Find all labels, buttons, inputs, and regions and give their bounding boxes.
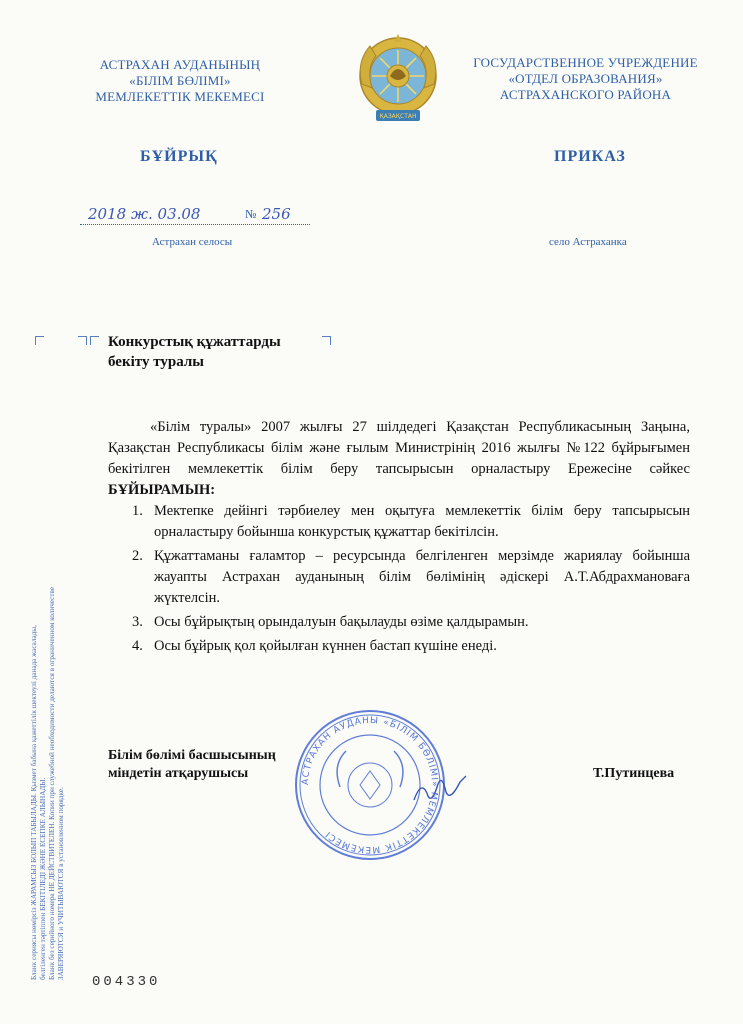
- bracket-left-2: [78, 336, 87, 345]
- order-item: [132, 636, 690, 657]
- bracket-left-3: [90, 336, 99, 345]
- header-left-line-1: АСТРАХАН АУДАНЫНЫҢ: [99, 57, 261, 72]
- header-left: [70, 57, 290, 105]
- emblem-ribbon-text: ҚАЗАҚСТАН: [379, 113, 417, 120]
- signature-position-line-1: Білім бөлімі басшысының: [108, 748, 276, 763]
- title-ru: ПРИКАЗ: [554, 148, 626, 165]
- state-emblem: [356, 32, 440, 128]
- header-right-line-3: АСТРАХАНСКОГО РАЙОНА: [499, 87, 672, 102]
- signature-position: [108, 747, 276, 783]
- side-note-line-3: Бланк без серийного номера НЕ ДЕЙСТВИТЕЛЕН. Копии при служебной необходимости делаются в ограниченном количестве: [48, 586, 56, 980]
- order-date-handwritten: 2018 ж. 03.08: [88, 205, 201, 223]
- order-item: [132, 546, 690, 609]
- order-body: [108, 417, 690, 657]
- order-item-text: Мектепке дейінгі тәрбиелеу мен оқытуға мемлекеттік білім беру тапсырысын орналастыру бойынша конкурстық құжаттар бекітілсін.: [154, 503, 690, 540]
- header-right-line-1: ГОСУДАРСТВЕННОЕ УЧРЕЖДЕНИЕ: [473, 55, 698, 70]
- order-preamble-text: «Білім туралы» 2007 жылғы 27 шілдедегі Қазақстан Республикасының Заңына, Қазақстан Республикасы білім және ғылым Министрінің 2016 жылғы №122 бұйрығымен бекітілген мемлекеттік білім беру тапсырысын орналастыру Ережесіне сәйкес: [108, 419, 690, 477]
- side-note: [30, 510, 66, 980]
- title-kz: БҰЙРЫҚ: [140, 148, 218, 165]
- order-item-text: Осы бұйрық қол қойылған күннен бастап күшіне енеді.: [154, 638, 497, 654]
- stamp-ring-text: АСТРАХАН АУДАНЫ «БІЛІМ БӨЛІМІ» МЕМЛЕКЕТТІК МЕКЕМЕСІ: [300, 715, 440, 855]
- order-subject-line-2: бекіту туралы: [108, 354, 204, 370]
- place-ru: село Астраханка: [549, 236, 627, 248]
- side-note-line-4: ЗАВЕРЯЮТСЯ и УЧИТЫВАЮТСЯ в установленном порядке.: [57, 787, 65, 980]
- place-kz: Астрахан селосы: [152, 236, 233, 248]
- signature-name: Т.Путинцева: [593, 766, 675, 781]
- header-right-line-2: «ОТДЕЛ ОБРАЗОВАНИЯ»: [508, 71, 663, 86]
- handwritten-signature: [410, 770, 470, 810]
- order-item-text: Құжаттаманы ғаламтор – ресурсында белгіленген мерзімде жариялау бойынша жауапты Астрахан ауданының білім бөлімінің әдіскері А.Т.Абдрахмановаға жүктелсін.: [154, 548, 690, 606]
- order-preamble: [108, 417, 690, 501]
- order-item: [132, 612, 690, 633]
- order-number-prefix: №: [245, 207, 257, 221]
- header-right: [463, 55, 708, 103]
- side-note-line-1: Бланк сериясы нөмірсіз ЖАРАМСЫЗ БОЛЫП ТАБЫЛАДЫ. Қызмет бабына қажеттілік шектеулі данада жасалады,: [30, 625, 38, 980]
- order-subject-line-1: Конкурстық құжаттарды: [108, 334, 281, 350]
- order-item-text: Осы бұйрықтың орындалуын бақылауды өзіме қалдырамын.: [154, 614, 529, 630]
- order-items: [108, 501, 690, 657]
- order-number-handwritten: 256: [262, 205, 291, 223]
- order-preamble-bold: БҰЙЫРАМЫН:: [108, 482, 216, 498]
- order-item-number: 1.: [132, 503, 143, 519]
- order-subject: [108, 332, 281, 372]
- order-item-number: 2.: [132, 548, 143, 564]
- side-note-line-2: белгіленген тәртіппен БЕКІТІЛЕДІ ЖӘНЕ ЕСЕПКЕ АЛЫНАДЫ.: [39, 777, 47, 980]
- header-left-line-3: МЕМЛЕКЕТТІК МЕКЕМЕСІ: [95, 89, 265, 104]
- bracket-right: [322, 336, 331, 345]
- bracket-left-1: [35, 336, 44, 345]
- order-item-number: 3.: [132, 614, 143, 630]
- order-item-number: 4.: [132, 638, 143, 654]
- signature-position-line-2: міндетін атқарушысы: [108, 766, 249, 781]
- order-item: [132, 501, 690, 543]
- serial-number: 004330: [92, 974, 161, 990]
- order-date-line: [80, 205, 320, 227]
- header-left-line-2: «БІЛІМ БӨЛІМІ»: [129, 73, 231, 88]
